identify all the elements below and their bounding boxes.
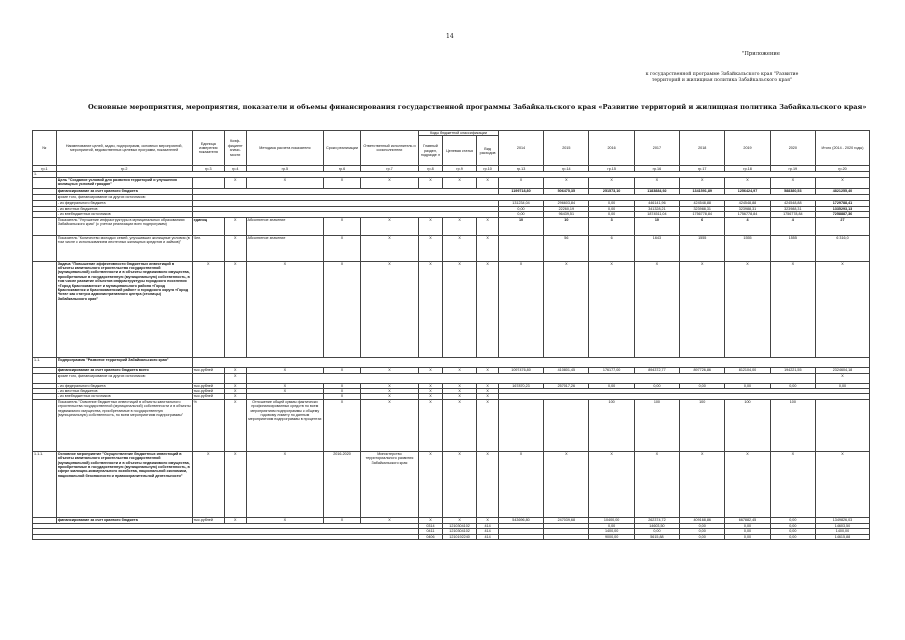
x-mark: X	[419, 394, 443, 399]
x-mark: X	[419, 451, 443, 517]
x-mark: X	[477, 217, 499, 235]
x-mark: X	[246, 451, 324, 517]
x-mark: X	[498, 261, 543, 357]
x-mark: X	[477, 367, 499, 373]
subprogram-title: Подпрограмма "Развитие территорий Забайкальского края"	[56, 357, 192, 367]
x-mark: X	[324, 517, 361, 523]
cell-value: 0,00	[498, 212, 543, 217]
cell-value: 1256424,97	[725, 188, 770, 194]
fed-label: - из федерального бюджета	[56, 200, 192, 206]
colnum: гр.6	[324, 166, 361, 172]
cell-value: 1555	[725, 235, 770, 261]
colnum: гр.7	[360, 166, 418, 172]
colnum: гр.20	[815, 166, 869, 172]
incl-label: кроме того, финансирование из других источников:	[56, 194, 192, 200]
row-number: 1.	[33, 172, 57, 177]
cell-value	[544, 534, 589, 539]
unit: тыс.рублей	[192, 383, 224, 388]
x-mark: X	[442, 389, 477, 394]
cell-value: 0,00	[589, 200, 634, 206]
x-mark: X	[224, 394, 246, 399]
cell-value: 1400,00	[815, 529, 869, 534]
x-mark: X	[419, 177, 443, 188]
x-mark: X	[224, 177, 246, 188]
cell-value: 1097476,80	[498, 367, 543, 373]
cell-value: 424548,88	[725, 200, 770, 206]
cell-value	[498, 235, 543, 261]
appendix-label: "Приложение	[742, 51, 780, 57]
main-event-text: Основное мероприятие "Осуществление бюджетных инвестиций в объекты капитального строительства государственной (муниципальной) собственности и в объекты недвижимого имущества, приобретаемые в государственную (муниципальную) собственность, в сфере жилищно-коммунального хозяйства, национальной экономики, национальной безопасности и правоохранительной деятельности"	[56, 451, 192, 517]
cell-value: 100	[725, 399, 770, 451]
x-mark: X	[544, 261, 589, 357]
x-mark: X	[477, 383, 499, 388]
cell-value: 0,00	[725, 383, 770, 388]
row-number: 1.1.1.	[33, 451, 57, 517]
x-mark: X	[360, 389, 418, 394]
x-mark: X	[419, 517, 443, 523]
x-mark: X	[680, 177, 725, 188]
col-unit: Единица измерения показателя	[192, 131, 224, 166]
x-mark: X	[589, 261, 634, 357]
cell-value: 10	[544, 217, 589, 235]
x-mark: X	[442, 217, 477, 235]
x-mark: X	[324, 383, 361, 388]
col-2015: 2015	[544, 131, 589, 166]
cell-value: 1335293,13	[815, 206, 869, 211]
x-mark: X	[477, 451, 499, 517]
x-mark: X	[246, 367, 324, 373]
cell-value: 0,00	[680, 523, 725, 528]
cell-value: 1183884,92	[634, 188, 679, 194]
cell-value: 1400,00	[589, 529, 634, 534]
x-mark: X	[246, 383, 324, 388]
table-row	[33, 235, 870, 261]
x-mark: X	[224, 451, 246, 517]
cell-value: 14615,88	[815, 534, 869, 539]
x-mark: X	[442, 261, 477, 357]
x-mark: X	[324, 177, 361, 188]
x-mark: X	[419, 217, 443, 235]
x-mark: X	[544, 451, 589, 517]
cell-value: 0,00	[680, 383, 725, 388]
local-label: - из местных бюджетов	[56, 389, 192, 394]
cell-value: 0,00	[770, 517, 815, 523]
cell-value: 262374,72	[634, 517, 679, 523]
col-target: Целевая статья	[442, 136, 477, 166]
cell-value: 0,00	[634, 529, 679, 534]
col-term: Сроки реализации	[324, 131, 361, 166]
x-mark: X	[815, 373, 869, 383]
cell-value: 6	[680, 217, 725, 235]
col-2018: 2018	[680, 131, 725, 166]
x-mark: X	[224, 383, 246, 388]
colnum: гр.10	[477, 166, 499, 172]
cell-value: 0,00	[680, 529, 725, 534]
code-main: 0406	[419, 534, 443, 539]
cell-value: 176177,00	[589, 367, 634, 373]
colnum: гр.5	[246, 166, 324, 172]
x-mark: X	[770, 451, 815, 517]
unit: Чел.	[192, 235, 224, 261]
colnum: гр.17	[680, 166, 725, 172]
cell-value: 0,00	[589, 523, 634, 528]
cell-value: 506475,35	[544, 188, 589, 194]
x-mark: X	[324, 261, 361, 357]
cell-value: 247039,68	[544, 517, 589, 523]
code-vid: 414	[477, 529, 499, 534]
x-mark: X	[477, 261, 499, 357]
x-mark: X	[815, 451, 869, 517]
x-mark: X	[725, 261, 770, 357]
cell-value: 0,00	[815, 383, 869, 388]
colnum: гр.9	[442, 166, 477, 172]
indicator-text: Показатель "Улучшение инфраструктуры в муниципальных образованиях Забайкальского края" (с учетом реализации всех подпрограмм)	[56, 217, 192, 235]
x-mark: X	[815, 261, 869, 357]
table-row	[33, 451, 870, 517]
cell-value: 0,00	[770, 529, 815, 534]
cell-value: 0,00	[634, 383, 679, 388]
x-mark: X	[360, 367, 418, 373]
x-mark: X	[725, 177, 770, 188]
col-2020: 2020	[770, 131, 815, 166]
x-mark: X	[224, 399, 246, 451]
cell-value: 0,00	[725, 534, 770, 539]
cell-value: 0,00	[498, 206, 543, 211]
colnum: гр.8	[419, 166, 443, 172]
cell-value: 4821255,40	[815, 188, 869, 194]
colnum: гр.19	[770, 166, 815, 172]
cell-value: 0,00	[589, 212, 634, 217]
x-mark: X	[360, 383, 418, 388]
cell-value: 0,00	[770, 523, 815, 528]
cell-value: 1729788,41	[815, 200, 869, 206]
x-mark: X	[360, 399, 418, 451]
x-mark: X	[246, 261, 324, 357]
x-mark: X	[224, 217, 246, 235]
code-vid: 414	[477, 534, 499, 539]
x-mark: X	[498, 451, 543, 517]
cell-value: 409168,86	[680, 517, 725, 523]
cell-value: 10	[498, 217, 543, 235]
row-number: 1.1.	[33, 357, 57, 367]
x-mark: X	[360, 235, 418, 261]
x-mark: X	[224, 373, 246, 383]
x-mark: X	[442, 394, 477, 399]
incl-label: кроме того, финансирование из других источников:	[56, 373, 192, 383]
indicator-text: Показатель "Освоение бюджетных инвестиций в объекты капитального строительства государственной (муниципальной) собственности и в объекты недвижимого имущества, приобретаемые в государственную (муниципальную) собственность, по всем мероприятиям подпрограммы"	[56, 399, 192, 451]
fin-label: финансирование за счет краевого бюджета всего	[56, 367, 192, 373]
financing-table	[32, 130, 870, 540]
ext-label: - из внебюджетных источников	[56, 212, 192, 217]
cell-value: 0,00	[725, 529, 770, 534]
responsible: Министерство территориального развития Забайкальского края	[360, 451, 418, 517]
x-mark: X	[770, 261, 815, 357]
x-mark: X	[634, 261, 679, 357]
fin-label: финансирование за счет краевого бюджета	[56, 517, 192, 523]
x-mark: X	[360, 394, 418, 399]
cell-value: 0,00	[770, 534, 815, 539]
x-mark: X	[324, 399, 361, 451]
cell-value: 894372,77	[634, 367, 679, 373]
cell-value: 1555	[680, 235, 725, 261]
table-row	[33, 534, 870, 539]
code-main: 0314	[419, 523, 443, 528]
x-mark: X	[360, 217, 418, 235]
colnum: гр.18	[725, 166, 770, 172]
cell-value: 100	[770, 399, 815, 451]
col-resp: Ответственный исполнитель и соисполнители	[360, 131, 418, 166]
x-mark: X	[224, 367, 246, 373]
unit: %	[192, 399, 224, 451]
x-mark: X	[419, 383, 443, 388]
x-mark: X	[419, 389, 443, 394]
x-mark: X	[246, 389, 324, 394]
cell-value	[498, 534, 543, 539]
table-row	[33, 261, 870, 357]
cell-value: 131234,04	[498, 200, 543, 206]
x-mark: X	[192, 451, 224, 517]
cell-value: 14603,50	[634, 523, 679, 528]
col-2014: 2014	[498, 131, 543, 166]
x-mark: X	[442, 383, 477, 388]
cell-value: 1199718,80	[498, 188, 543, 194]
code-target: 1210304102	[442, 523, 477, 528]
x-mark: X	[589, 177, 634, 188]
cell-value: 5615,88	[634, 534, 679, 539]
cell-value: 56	[544, 235, 589, 261]
col-name: Наименование целей, задач, подпрограмм, основных мероприятий, мероприятий, ведомственных целевых программ, показателей	[56, 131, 192, 166]
cell-value: 6 316,0	[815, 235, 869, 261]
cell-value: 0,00	[589, 383, 634, 388]
unit: единиц	[192, 217, 224, 235]
colnum: гр.3	[192, 166, 224, 172]
goal-text: Цель "Создание условий для развития территорий и улучшения жилищных условий граждан"	[56, 177, 192, 188]
unit: тыс.рублей	[192, 517, 224, 523]
cell-value: 1643	[634, 235, 679, 261]
x-mark: X	[442, 177, 477, 188]
col-total: Итого (2014 - 2020 годы)	[815, 131, 869, 166]
cell-value: 167870,23	[498, 383, 543, 388]
cell-value: 96439,51	[544, 212, 589, 217]
x-mark: X	[680, 261, 725, 357]
indicator-text: Показатель "Количество молодых семей, улучшивших жилищные условия (в том числе с использованием ипотечных жилищных кредитов и займов)"	[56, 235, 192, 261]
document-title: Основные мероприятия, мероприятия, показатели и объемы финансирования государственной программы Забайкальского края «Развитие территорий и жилищная политика Забайкальского края»	[88, 103, 867, 111]
cell-value: 897726,86	[680, 367, 725, 373]
cell-value: 424548,88	[770, 200, 815, 206]
cell-value: 194221,55	[770, 367, 815, 373]
cell-value: 424548,88	[680, 200, 725, 206]
cell-value: 22260,19	[544, 206, 589, 211]
method: Отношение общей суммы фактически профинансированных средств по всем мероприятиям подпрограммы к общему годовому лимиту по данным мероприятиям подпрограммы в процентах	[246, 399, 324, 451]
x-mark: X	[634, 451, 679, 517]
x-mark: X	[360, 261, 418, 357]
code-target: 1210192240	[442, 534, 477, 539]
x-mark: X	[770, 177, 815, 188]
x-mark: X	[442, 399, 477, 451]
cell-value: 812104,00	[725, 367, 770, 373]
cell-value: 1874511,04	[634, 212, 679, 217]
x-mark: X	[477, 235, 499, 261]
term: 2016-2020	[324, 451, 361, 517]
x-mark: X	[419, 261, 443, 357]
x-mark: X	[246, 177, 324, 188]
ext-label: - из внебюджетных источников	[56, 394, 192, 399]
page-number: 14	[446, 33, 454, 40]
x-mark: X	[324, 235, 361, 261]
cell-value: 4	[725, 217, 770, 235]
cell-value: 2324604,18	[815, 367, 869, 373]
cell-value: 14603,50	[815, 523, 869, 528]
x-mark: X	[544, 177, 589, 188]
colnum: гр.2	[56, 166, 192, 172]
cell-value: 1756778,84	[725, 212, 770, 217]
cell-value: 6	[589, 235, 634, 261]
cell-value: 323988,31	[725, 206, 770, 211]
x-mark: X	[324, 367, 361, 373]
x-mark: X	[634, 177, 679, 188]
table-row	[33, 217, 870, 235]
cell-value: 667882,45	[725, 517, 770, 523]
col-vid: Вид расходов	[477, 136, 499, 166]
x-mark: X	[815, 177, 869, 188]
colnum: гр.14	[544, 166, 589, 172]
cell-value: 0,00	[680, 534, 725, 539]
x-mark: X	[192, 261, 224, 357]
colnum: гр.16	[634, 166, 679, 172]
cell-value: 1756778,84	[770, 212, 815, 217]
cell-value: 0,00	[589, 206, 634, 211]
col-no: №	[33, 131, 57, 166]
col-2016: 2016	[589, 131, 634, 166]
code-target: 1210304102	[442, 529, 477, 534]
col-codes-group: Коды бюджетной классификации	[419, 131, 499, 136]
cell-value: 3	[589, 217, 634, 235]
x-mark: X	[360, 177, 418, 188]
x-mark: X	[419, 235, 443, 261]
x-mark: X	[224, 261, 246, 357]
colnum: гр.13	[498, 166, 543, 172]
method: Абсолютное значение	[246, 217, 324, 235]
cell-value: 251573,10	[589, 188, 634, 194]
code-main: 0411	[419, 529, 443, 534]
x-mark: X	[442, 517, 477, 523]
x-mark: X	[442, 235, 477, 261]
fin-label: финансирование за счет краевого бюджета	[56, 188, 192, 194]
x-mark: X	[477, 517, 499, 523]
cell-value: 257017,26	[544, 383, 589, 388]
x-mark: X	[224, 235, 246, 261]
table-row	[33, 177, 870, 188]
x-mark: X	[324, 394, 361, 399]
x-mark: X	[419, 367, 443, 373]
code-vid: 414	[477, 523, 499, 528]
x-mark: X	[224, 517, 246, 523]
cell-value: 323988,31	[680, 206, 725, 211]
table-row	[33, 357, 870, 367]
cell-value: 1555	[770, 235, 815, 261]
table-row	[33, 373, 870, 383]
x-mark: X	[324, 389, 361, 394]
x-mark: X	[442, 367, 477, 373]
cell-value: 27	[815, 217, 869, 235]
task-text: Задача "Повышение эффективности бюджетных инвестиций в объекты капитального строительства государственной (муниципальной) собственности и в объекты недвижимого имущества, приобретаемые в государственную (муниципальную) собственность, в том числе развитие объектов инфраструктуры городского поселения «Город Краснокаменск» и муниципального района «Город Краснокаменск и Краснокаменский район» и городского округа «Город Чита» как статуса административного центра (столицы) Забайкальского края"	[56, 261, 192, 357]
col-2019: 2019	[725, 131, 770, 166]
x-mark: X	[419, 399, 443, 451]
method: Абсолютное значение	[246, 235, 324, 261]
cell-value: 7258887,36	[815, 212, 869, 217]
colnum: гр.15	[589, 166, 634, 172]
x-mark: X	[725, 451, 770, 517]
local-label: - из местных бюджетов	[56, 206, 192, 211]
cell-value: 10400,00	[589, 517, 634, 523]
x-mark: X	[680, 451, 725, 517]
x-mark: X	[498, 177, 543, 188]
col-2017: 2017	[634, 131, 679, 166]
x-mark: X	[246, 517, 324, 523]
cell-value: 588380,53	[770, 188, 815, 194]
x-mark: X	[477, 177, 499, 188]
colnum: гр.4	[224, 166, 246, 172]
cell-value: 0,00	[725, 523, 770, 528]
cell-value: 0,00	[770, 383, 815, 388]
cell-value: 1349826,03	[815, 517, 869, 523]
cell-value: 1756778,84	[680, 212, 725, 217]
x-mark: X	[477, 389, 499, 394]
cell-value: 4	[770, 217, 815, 235]
cell-value: 543696,80	[498, 517, 543, 523]
cell-value: 10	[634, 217, 679, 235]
cell-value: 296603,84	[544, 200, 589, 206]
col-method: Методика расчета показателя	[246, 131, 324, 166]
col-coef: Коэф-фициент значи-мости	[224, 131, 246, 166]
colnum: гр.1	[33, 166, 57, 172]
cell-value: 410801,45	[544, 367, 589, 373]
cell-value: 446141,96	[634, 200, 679, 206]
cell-value: 100	[634, 399, 679, 451]
unit: тыс.рублей	[192, 367, 224, 373]
fed-label: - из федерального бюджета	[56, 383, 192, 388]
table-row	[33, 399, 870, 451]
x-mark: X	[360, 517, 418, 523]
x-mark: X	[589, 451, 634, 517]
x-mark: X	[324, 217, 361, 235]
cell-value: 341328,21	[634, 206, 679, 211]
cell-value: 100	[589, 399, 634, 451]
unit: тыс.рублей	[192, 394, 224, 399]
x-mark: X	[477, 394, 499, 399]
col-main: Главный раздел, подразде л	[419, 136, 443, 166]
x-mark: X	[442, 451, 477, 517]
x-mark: X	[477, 399, 499, 451]
unit: тыс.рублей	[192, 389, 224, 394]
cell-value: 9000,00	[589, 534, 634, 539]
appendix-subtitle: к государственной программе Забайкальского края "Развитие территорий и жилищная политика Забайкальского края"	[645, 72, 799, 83]
cell-value: 100	[680, 399, 725, 451]
cell-value: 1341591,89	[680, 188, 725, 194]
x-mark: X	[224, 389, 246, 394]
cell-value: 323988,31	[770, 206, 815, 211]
